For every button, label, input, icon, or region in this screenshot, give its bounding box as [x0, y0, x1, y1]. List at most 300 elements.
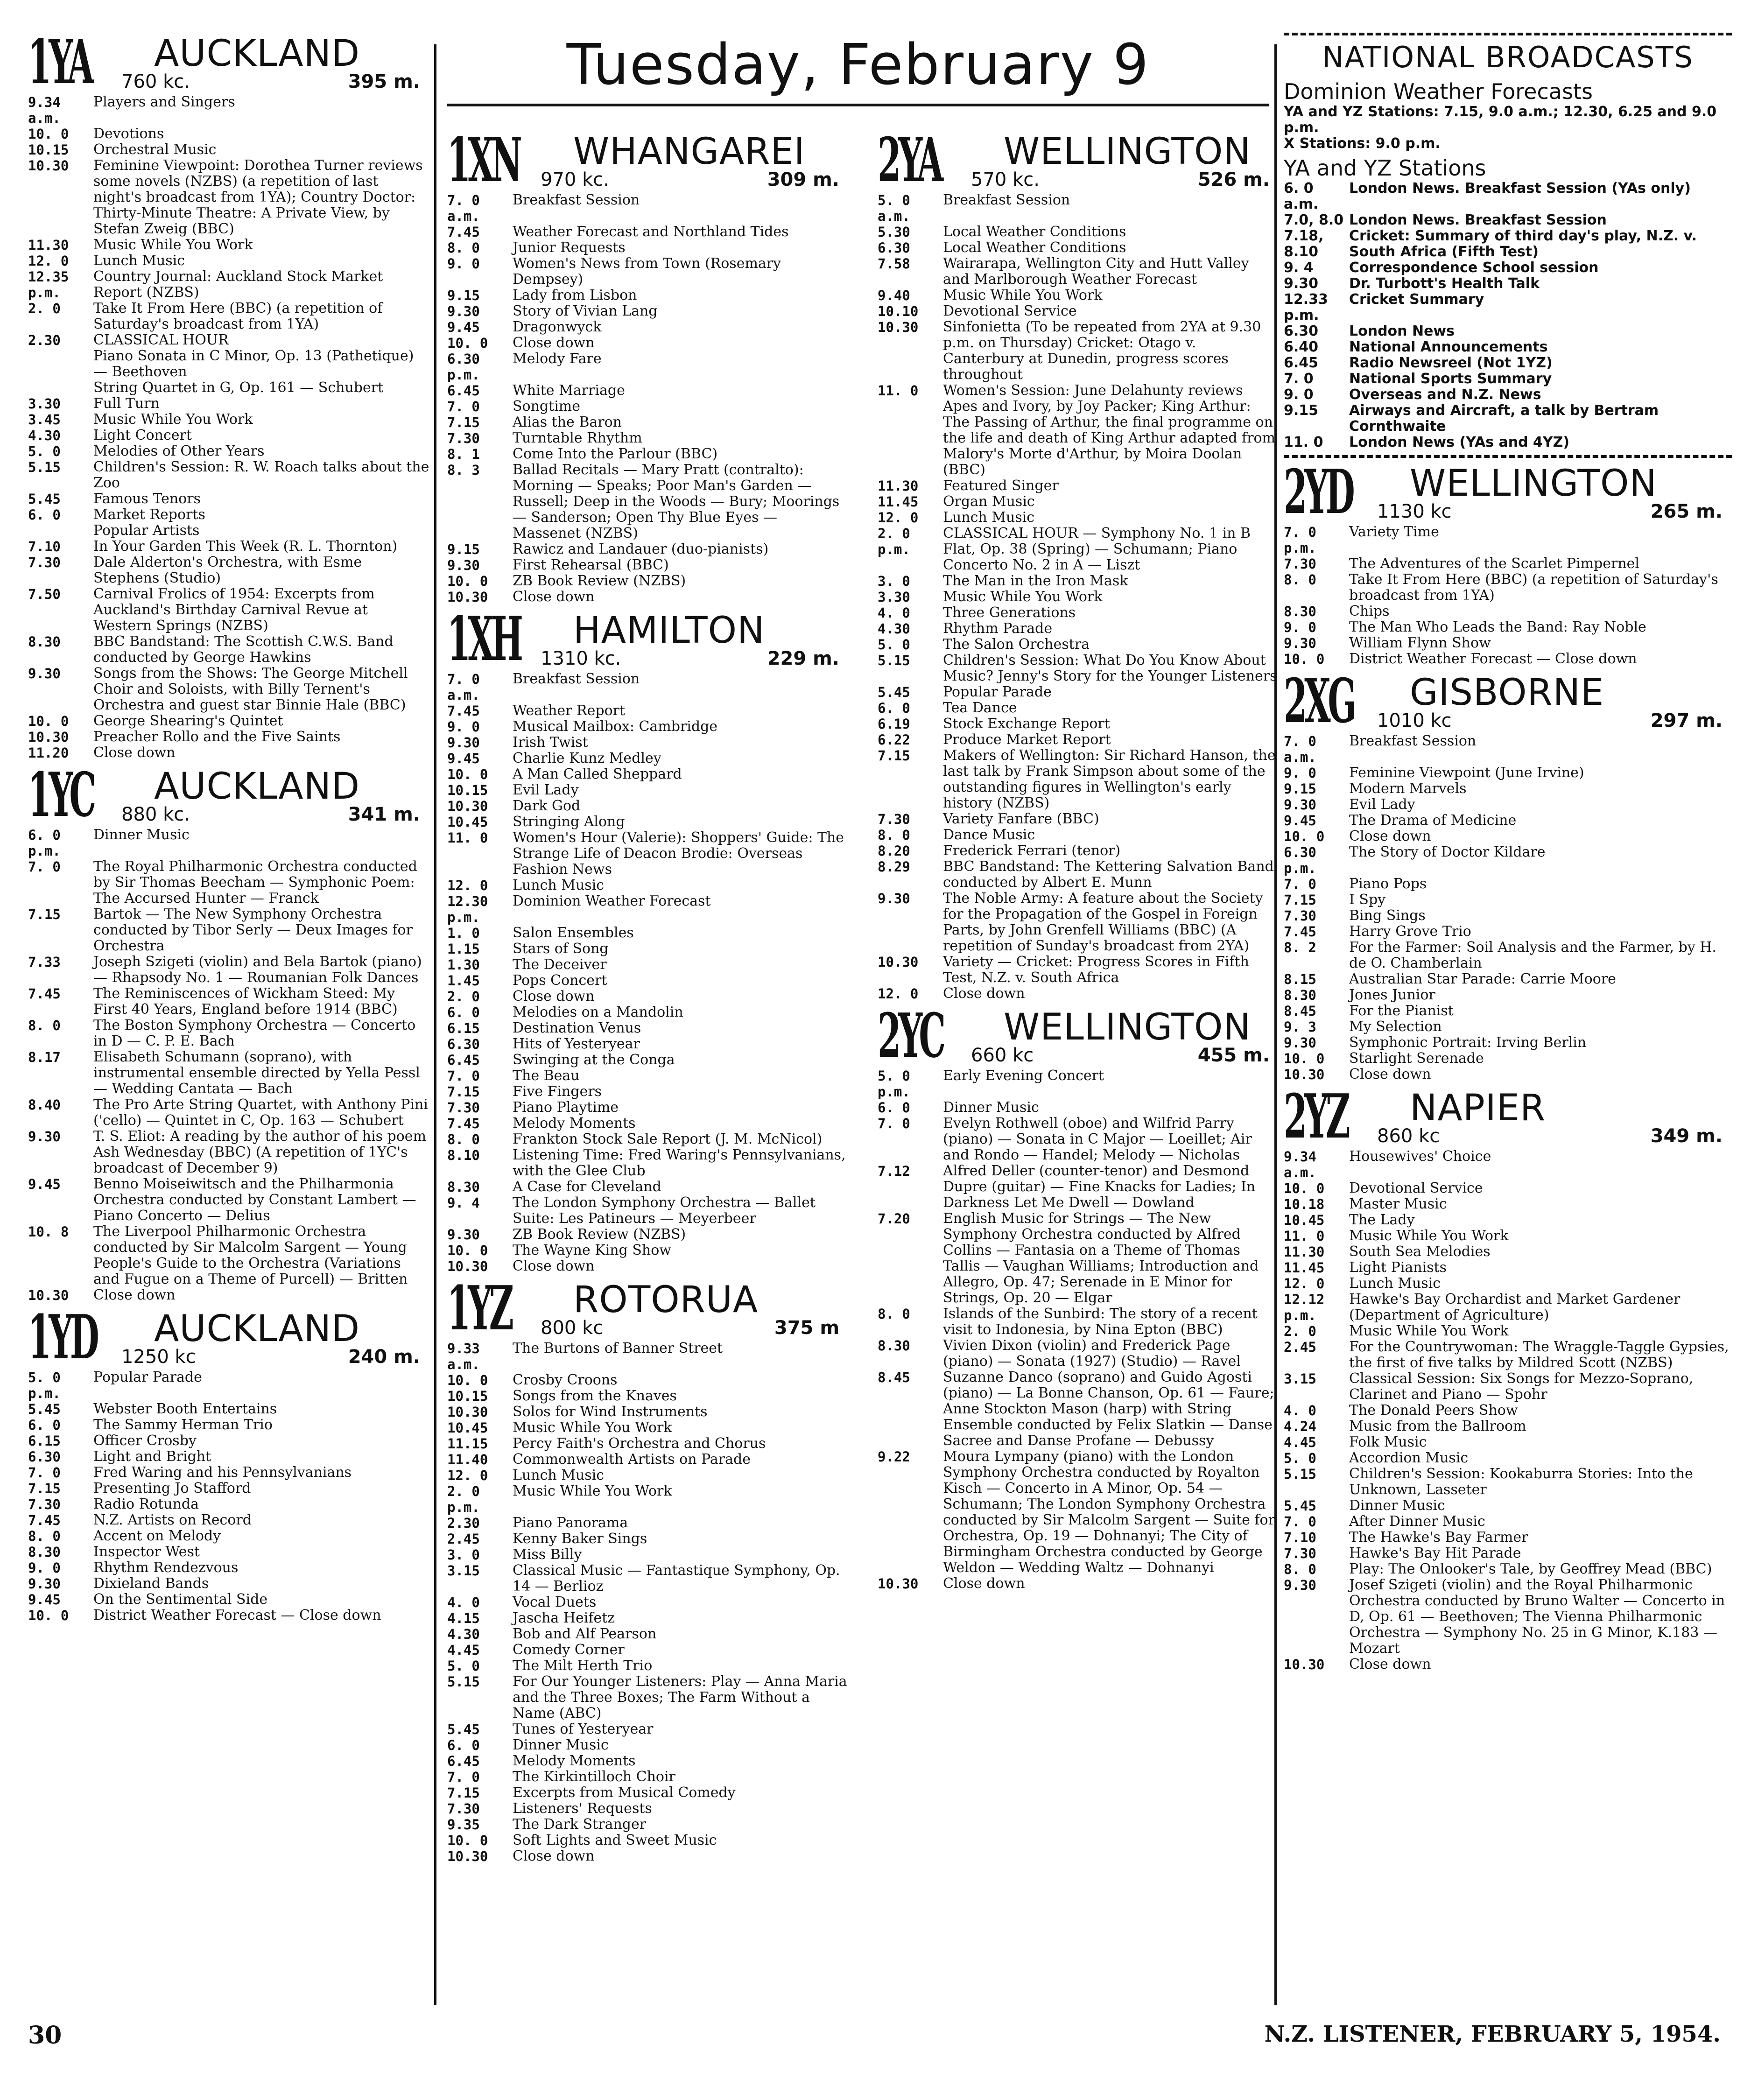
- frequency: 760 kc.: [121, 71, 190, 92]
- schedule-row: [878, 716, 1279, 732]
- time: 9. 0: [1284, 619, 1316, 635]
- frequency: 570 kc.: [971, 169, 1040, 190]
- time: 10. 0: [447, 1372, 488, 1388]
- wavelength: 297 m.: [1650, 710, 1723, 731]
- schedule-row: [28, 634, 429, 666]
- schedule-row: [28, 954, 429, 986]
- programme: The Reminiscences of Wickham Steed: My First 40 Years, England before 1914 (BBC): [93, 985, 398, 1018]
- frequency: 1250 kc: [121, 1346, 196, 1368]
- programme: Benno Moiseiwitsch and the Philharmonia Orchestra conducted by Constant Lambert — Piano Concerto — Delius: [93, 1176, 416, 1224]
- time: 4.30: [28, 428, 61, 443]
- time: 5.45: [28, 1401, 61, 1417]
- time: 9.40: [878, 288, 910, 303]
- frequency: 660 kc: [971, 1045, 1034, 1066]
- time: 9. 4: [1284, 260, 1314, 276]
- schedule-row: [447, 240, 849, 256]
- schedule-row: [878, 827, 1279, 843]
- time: 6.15: [28, 1433, 61, 1449]
- programme: Devotions: [93, 126, 164, 142]
- programme: Miss Billy: [513, 1546, 582, 1563]
- programme: Cricket Summary: [1349, 291, 1484, 308]
- schedule-row: [447, 430, 849, 446]
- time: 5.45: [447, 1721, 480, 1737]
- schedule-row: [28, 142, 429, 158]
- programme: Modern Marvels: [1349, 780, 1467, 797]
- programme: The Deceiver: [513, 956, 607, 973]
- schedule-row: [878, 732, 1279, 748]
- programme: CLASSICAL HOUR: [93, 332, 229, 348]
- programme: The Kirkintilloch Choir: [513, 1769, 675, 1785]
- time: 10. 0: [1284, 1180, 1325, 1196]
- section-title: NATIONAL BROADCASTS: [1322, 40, 1694, 74]
- station-block: [447, 1272, 849, 1864]
- call-sign: 2XG: [1284, 665, 1354, 737]
- schedule-row: [28, 491, 429, 507]
- call-sign: 1XH: [447, 603, 520, 674]
- station-block: [28, 1301, 429, 1623]
- time: 8. 0: [447, 240, 480, 256]
- schedule-row: [28, 94, 429, 126]
- time: 10.30: [447, 798, 488, 814]
- time: 8. 0: [1284, 572, 1316, 588]
- time: 3. 0: [447, 1547, 480, 1563]
- schedule-row: [878, 1338, 1279, 1370]
- time: 9.34 a.m.: [28, 94, 61, 126]
- frequency: 970 kc.: [541, 169, 609, 190]
- programme: Housewives' Choice: [1349, 1148, 1491, 1165]
- programme: Vocal Duets: [513, 1594, 597, 1610]
- schedule-row: [1284, 1003, 1732, 1019]
- programme: The London Symphony Orchestra — Ballet Suite: Les Patineurs — Meyerbeer: [513, 1194, 816, 1227]
- time: 8.40: [28, 1097, 61, 1113]
- schedule-row: [1284, 1292, 1732, 1323]
- schedule-row: [28, 586, 429, 634]
- programme: Bartok — The New Symphony Orchestra conducted by Tibor Serly — Deux Images for Orchestra: [93, 906, 413, 954]
- programme: Swinging at the Conga: [513, 1052, 675, 1068]
- time: 7. 0: [447, 1068, 480, 1084]
- schedule-row: [28, 1592, 429, 1608]
- page-date-title: Tuesday, February 9: [566, 33, 1150, 98]
- time: 9.33 a.m.: [447, 1341, 480, 1372]
- schedule-row: [28, 539, 429, 555]
- schedule-row: [1284, 1657, 1732, 1672]
- programme: Melody Moments: [513, 1753, 636, 1769]
- time: 9.30: [1284, 1577, 1316, 1593]
- programme: Country Journal: Auckland Stock Market Report (NZBS): [93, 268, 383, 301]
- schedule-row: [447, 288, 849, 303]
- schedule-row: [447, 703, 849, 719]
- time: 10.30: [447, 589, 488, 605]
- time: 9.30: [28, 666, 61, 681]
- programme: Popular Parade: [93, 1369, 202, 1385]
- programme: Music While You Work: [93, 237, 253, 253]
- schedule-row: [447, 541, 849, 557]
- schedule-row: [878, 1116, 1279, 1163]
- programme: The Lady: [1349, 1212, 1415, 1228]
- schedule-row: [28, 1433, 429, 1449]
- time: 8.45: [878, 1370, 910, 1385]
- programme: The Sammy Herman Trio: [93, 1417, 273, 1433]
- time: 12.33 p.m.: [1284, 291, 1328, 323]
- programme: Frankton Stock Sale Report (J. M. McNicol): [513, 1131, 823, 1147]
- time: 1.45: [447, 973, 480, 989]
- programme: Songs from the Shows: The George Mitchell Choir and Soloists, with Billy Ternent's Orchestra and guest star Binnie Hale (BBC): [93, 665, 408, 713]
- programme: Classical Music — Fantastique Symphony, Op. 14 — Berlioz: [513, 1562, 840, 1594]
- schedule-row: [447, 319, 849, 335]
- programme: Feminine Viewpoint (June Irvine): [1349, 765, 1584, 781]
- schedule-row: [447, 256, 849, 288]
- time: 11. 0: [447, 830, 488, 846]
- programme: Dominion Weather Forecast: [513, 893, 711, 909]
- time: 7.10: [1284, 1530, 1316, 1545]
- time: 7. 0: [28, 859, 61, 875]
- time: 9.45: [28, 1176, 61, 1192]
- station-name: WELLINGTON: [1004, 1006, 1251, 1048]
- time: 7.15: [28, 1481, 61, 1496]
- time: 9.15: [1284, 402, 1319, 419]
- programme: Carnival Frolics of 1954: Excerpts from Auckland's Birthday Carnival Revue at Western Springs (NZBS): [93, 586, 375, 634]
- schedule-row: [447, 1436, 849, 1452]
- time: [28, 523, 93, 539]
- programme: Cricket: Summary of third day's play, N.Z. v. South Africa (Fifth Test): [1349, 228, 1697, 260]
- programme: Close down: [1349, 1656, 1431, 1672]
- time: 7.15: [878, 748, 910, 764]
- programme: Jascha Heifetz: [513, 1610, 615, 1626]
- schedule-row: [1284, 908, 1732, 924]
- programme: White Marriage: [513, 382, 625, 399]
- programme: Fred Waring and his Pennsylvanians: [93, 1464, 352, 1481]
- programme: Music While You Work: [513, 1483, 672, 1499]
- programme: Piano Sonata in C Minor, Op. 13 (Pathetique) — Beethoven: [93, 348, 414, 380]
- programme: Josef Szigeti (violin) and the Royal Philharmonic Orchestra conducted by Bruno Walter — Concerto in D, Op. 61 — Beethoven; The Vienna Philharmonic Orchestra — Symphony No. 25 in G Minor, K.183 — Mozart: [1349, 1577, 1725, 1657]
- programme: The Noble Army: A feature about the Society for the Propagation of the Gospel in Foreign Parts, by John Grenfell Williams (BBC) (A repetition of Sunday's broadcast from 2YA): [943, 890, 1263, 954]
- schedule-row: [1284, 181, 1732, 212]
- schedule-row: [28, 729, 429, 745]
- programme: Airways and Aircraft, a talk by Bertram Cornthwaite: [1349, 402, 1659, 435]
- schedule-row: [28, 126, 429, 142]
- programme: Melody Fare: [513, 351, 602, 367]
- schedule-row: [28, 380, 429, 396]
- time: 7.30: [447, 1100, 480, 1116]
- time: 12. 0: [878, 510, 919, 526]
- schedule-row: [447, 989, 849, 1004]
- programme: Close down: [513, 1258, 595, 1274]
- programme: Pops Concert: [513, 972, 607, 989]
- programme: Three Generations: [943, 604, 1076, 621]
- station-name: ROTORUA: [573, 1279, 759, 1321]
- programme: Radio Newsreel (Not 1YZ): [1349, 355, 1553, 371]
- programme: Play: The Onlooker's Tale, by Geoffrey Mead (BBC): [1349, 1561, 1712, 1577]
- programme: Wairarapa, Wellington City and Hutt Valley and Marlborough Weather Forecast: [943, 255, 1249, 288]
- call-sign: 1YC: [28, 759, 93, 830]
- schedule-row: [28, 1049, 429, 1097]
- schedule-row: [28, 859, 429, 906]
- frequency: 1310 kc.: [541, 648, 621, 669]
- programme: A Man Called Sheppard: [513, 766, 682, 782]
- schedule-row: [1284, 1244, 1732, 1260]
- programme: The Dark Stranger: [513, 1816, 647, 1833]
- schedule-row: [1284, 1434, 1732, 1450]
- programme: Listeners' Requests: [513, 1800, 652, 1817]
- programme: Take It From Here (BBC) (a repetition of Saturday's broadcast from 1YA): [1349, 571, 1718, 604]
- time: 7.45: [447, 1116, 480, 1131]
- programme: Dale Alderton's Orchestra, with Esme Stephens (Studio): [93, 554, 362, 586]
- station-header: [447, 1272, 849, 1344]
- programme: Dixieland Bands: [93, 1575, 209, 1592]
- wavelength: 309 m.: [767, 169, 839, 190]
- time: 4.15: [447, 1610, 480, 1626]
- time: 7.0, 8.0: [1284, 212, 1344, 228]
- programme: Lunch Music: [943, 509, 1035, 526]
- schedule-row: [878, 478, 1279, 494]
- station-block: [1284, 665, 1732, 1082]
- programme: The Boston Symphony Orchestra — Concerto in D — C. P. E. Bach: [93, 1017, 416, 1049]
- programme: The Beau: [513, 1068, 580, 1084]
- time: 7.15: [447, 1785, 480, 1801]
- time: 9.35: [447, 1817, 480, 1833]
- time: 7. 0: [878, 1116, 910, 1131]
- programme: Light Concert: [93, 427, 192, 443]
- time: 10. 0: [447, 573, 488, 589]
- time: 7.45: [28, 1512, 61, 1528]
- time: 9.30: [878, 891, 910, 906]
- schedule-row: [878, 1370, 1279, 1449]
- time: 1.15: [447, 941, 480, 957]
- time: 6.15: [447, 1020, 480, 1036]
- time: 7.15: [1284, 892, 1316, 908]
- schedule-row: [447, 1753, 849, 1769]
- schedule-row: [28, 906, 429, 954]
- schedule-row: [447, 878, 849, 893]
- programme: Lunch Music: [513, 877, 605, 893]
- programme: Full Turn: [93, 395, 160, 412]
- time: 6. 0: [28, 507, 61, 523]
- schedule-row: [447, 1563, 849, 1594]
- programme: Sinfonietta (To be repeated from 2YA at 9.30 p.m. on Thursday) Cricket: Otago v. Canterbury at Dunedin, progress scores throughout: [943, 319, 1261, 383]
- programme: In Your Garden This Week (R. L. Thornton): [93, 538, 398, 555]
- time: 6.45: [447, 383, 480, 399]
- time: 10.30: [1284, 1067, 1325, 1082]
- schedule-row: [878, 637, 1279, 653]
- programme: Women's Hour (Valerie): Shoppers' Guide: The Strange Life of Deacon Brodie: Overseas Fashion News: [513, 829, 844, 878]
- schedule-row: [28, 666, 429, 713]
- time: 10. 0: [1284, 651, 1325, 667]
- schedule-row: [447, 1452, 849, 1468]
- schedule-row: [878, 986, 1279, 1002]
- time: 3.15: [447, 1563, 480, 1579]
- schedule-row: [878, 240, 1279, 256]
- programme: Music While You Work: [1349, 1228, 1509, 1244]
- programme: Melodies on a Mandolin: [513, 1004, 683, 1020]
- schedule-row: [1284, 1339, 1732, 1371]
- time: 10.45: [447, 814, 488, 830]
- programme: London News: [1349, 323, 1455, 339]
- time: 9.15: [1284, 781, 1316, 797]
- schedule-row: [447, 830, 849, 878]
- time: 10. 0: [1284, 1051, 1325, 1067]
- schedule-row: [878, 303, 1279, 319]
- schedule-row: [1284, 276, 1732, 292]
- schedule-row: [447, 735, 849, 751]
- schedule-row: [1284, 355, 1732, 371]
- schedule-row: [28, 1097, 429, 1129]
- schedule-row: [878, 843, 1279, 859]
- station-header: [1284, 456, 1732, 527]
- programme: Inspector West: [93, 1544, 200, 1560]
- schedule-row: [447, 303, 849, 319]
- time: 5.45: [1284, 1498, 1316, 1514]
- programme: Makers of Wellington: Sir Richard Hanson, the last talk by Frank Simpson about some of the outstanding figures in Wellington's early history (NZBS): [943, 747, 1276, 811]
- schedule-row: [1284, 292, 1732, 323]
- time: 7.45: [28, 986, 61, 1002]
- time: 8.10: [447, 1147, 480, 1163]
- programme: Correspondence School session: [1349, 260, 1599, 276]
- programme: The Royal Philharmonic Orchestra conducted by Sir Thomas Beecham — Symphonic Poem: The Accursed Hunter — Franck: [93, 858, 417, 906]
- programme: Bing Sings: [1349, 907, 1426, 924]
- schedule-row: [28, 1560, 429, 1576]
- station-header: [28, 759, 429, 830]
- schedule-row: [1284, 1403, 1732, 1419]
- time: 2.45: [1284, 1339, 1316, 1355]
- schedule-row: [28, 1544, 429, 1560]
- time: 7. 0: [28, 1465, 61, 1481]
- call-sign: 1YD: [28, 1301, 97, 1373]
- schedule-row: [447, 798, 849, 814]
- station-name: GISBORNE: [1410, 672, 1604, 714]
- programme: The Drama of Medicine: [1349, 812, 1517, 829]
- schedule-row: [1284, 524, 1732, 556]
- programme: Famous Tenors: [93, 491, 201, 507]
- schedule-row: [28, 1176, 429, 1224]
- programme: Moura Lympany (piano) with the London Symphony Orchestra conducted by Royalton Kisch — Concerto in A Minor, Op. 54 — Schumann; The London Symphony Orchestra conducted by Sir Malcolm Sargent — Suite for Orchestra, Op. 19 — Dohnanyi; The City of Birmingham Orchestra conducted by George Weldon — Wedding Waltz — Dohnanyi: [943, 1448, 1275, 1576]
- time: 7.58: [878, 256, 910, 272]
- schedule-row: [28, 1481, 429, 1496]
- time: 6. 0 p.m.: [28, 827, 61, 859]
- wavelength: 341 m.: [348, 804, 420, 825]
- schedule-row: [1284, 987, 1732, 1003]
- station-name: HAMILTON: [573, 610, 765, 652]
- programme: For the Pianist: [1349, 1003, 1454, 1019]
- programme: Take It From Here (BBC) (a repetition of Saturday's broadcast from 1YA): [93, 300, 383, 332]
- programme: Symphonic Portrait: Irving Berlin: [1349, 1034, 1587, 1051]
- programme: Five Fingers: [513, 1083, 602, 1100]
- programme: Australian Star Parade: Carrie Moore: [1349, 971, 1616, 987]
- time: 7. 0: [1284, 371, 1314, 387]
- programme: Folk Music: [1349, 1434, 1427, 1450]
- programme: Piano Pops: [1349, 876, 1427, 892]
- call-sign: 2YC: [878, 1000, 943, 1071]
- section-subtitle: Dominion Weather Forecasts: [1284, 79, 1593, 104]
- schedule-row: [878, 1211, 1279, 1306]
- time: 3.45: [28, 412, 61, 428]
- time: 10.18: [1284, 1196, 1325, 1212]
- schedule-row: [1284, 371, 1732, 387]
- schedule-row: [1284, 635, 1732, 651]
- time: 8.15: [1284, 971, 1316, 987]
- programme: Local Weather Conditions: [943, 224, 1126, 240]
- schedule-row: [878, 1306, 1279, 1338]
- programme: Music from the Ballroom: [1349, 1418, 1526, 1434]
- time: 6.45: [1284, 355, 1319, 371]
- programme: I Spy: [1349, 892, 1386, 908]
- programme: BBC Bandstand: The Kettering Salvation Band conducted by Albert E. Munn: [943, 858, 1274, 891]
- schedule-row: [447, 1547, 849, 1563]
- programme: Solos for Wind Instruments: [513, 1404, 708, 1420]
- programme: My Selection: [1349, 1018, 1442, 1035]
- programme: George Shearing's Quintet: [93, 713, 283, 729]
- schedule-row: [28, 1608, 429, 1623]
- time: 5.45: [878, 684, 910, 700]
- programme: Rawicz and Landauer (duo-pianists): [513, 541, 769, 557]
- schedule-row: [447, 1004, 849, 1020]
- programme: Master Music: [1349, 1196, 1447, 1212]
- programme: Salon Ensembles: [513, 925, 634, 941]
- programme: National Announcements: [1349, 339, 1548, 355]
- schedule-row: [1284, 604, 1732, 619]
- time: 7.15: [447, 414, 480, 430]
- time: 5.15: [878, 653, 910, 668]
- time: 6.30 p.m.: [1284, 844, 1316, 876]
- station-name: WELLINGTON: [1410, 463, 1657, 505]
- schedule-row: [1284, 435, 1732, 450]
- programme: T. S. Eliot: A reading by the author of his poem Ash Wednesday (BBC) (A repetition of 1YC's broadcast of December 9): [93, 1128, 427, 1176]
- time: 9.30: [1284, 275, 1319, 292]
- schedule-row: [1284, 1545, 1732, 1561]
- programme: Music While You Work: [513, 1419, 672, 1436]
- station-block: [447, 603, 849, 1274]
- schedule-row: [447, 192, 849, 224]
- time: 10.15: [447, 1388, 488, 1404]
- time: 7.15: [28, 906, 61, 922]
- programme: Dinner Music: [1349, 1497, 1445, 1514]
- time: 6.19: [878, 716, 910, 732]
- time: 7.30: [447, 1801, 480, 1817]
- programme: Hawke's Bay Hit Parade: [1349, 1545, 1521, 1561]
- programme: Popular Parade: [943, 684, 1052, 700]
- programme: Kenny Baker Sings: [513, 1531, 647, 1547]
- programme: Stringing Along: [513, 814, 625, 830]
- time: 11.45: [1284, 1260, 1325, 1276]
- schedule-row: [1284, 260, 1732, 276]
- schedule-row: [28, 986, 429, 1018]
- station-block: [1284, 33, 1732, 458]
- schedule-row: [447, 1531, 849, 1547]
- time: 2. 0: [447, 989, 480, 1004]
- time: 9.30: [447, 735, 480, 751]
- schedule-row: [447, 1388, 849, 1404]
- time: 2. 0: [1284, 1323, 1316, 1339]
- programme: District Weather Forecast — Close down: [1349, 651, 1637, 667]
- schedule-row: [28, 1496, 429, 1512]
- schedule-row: [1284, 556, 1732, 572]
- time: 10.30: [447, 1848, 488, 1864]
- schedule-row: [878, 573, 1279, 589]
- time: 7.50: [28, 586, 61, 602]
- column-3: [878, 126, 1279, 1592]
- time: 9.30: [447, 1227, 480, 1243]
- time: 6.45: [447, 1052, 480, 1068]
- schedule-row: [447, 1468, 849, 1483]
- time: 7.30: [1284, 1545, 1316, 1561]
- programme: Dragonwyck: [513, 319, 602, 335]
- programme: Accent on Melody: [93, 1528, 221, 1544]
- time: 7. 0: [1284, 876, 1316, 892]
- frequency: 1130 kc: [1377, 501, 1452, 522]
- programme: Junior Requests: [513, 239, 626, 256]
- wavelength: 349 m.: [1650, 1125, 1723, 1147]
- time: 8. 0: [28, 1018, 61, 1033]
- schedule-row: [28, 158, 429, 237]
